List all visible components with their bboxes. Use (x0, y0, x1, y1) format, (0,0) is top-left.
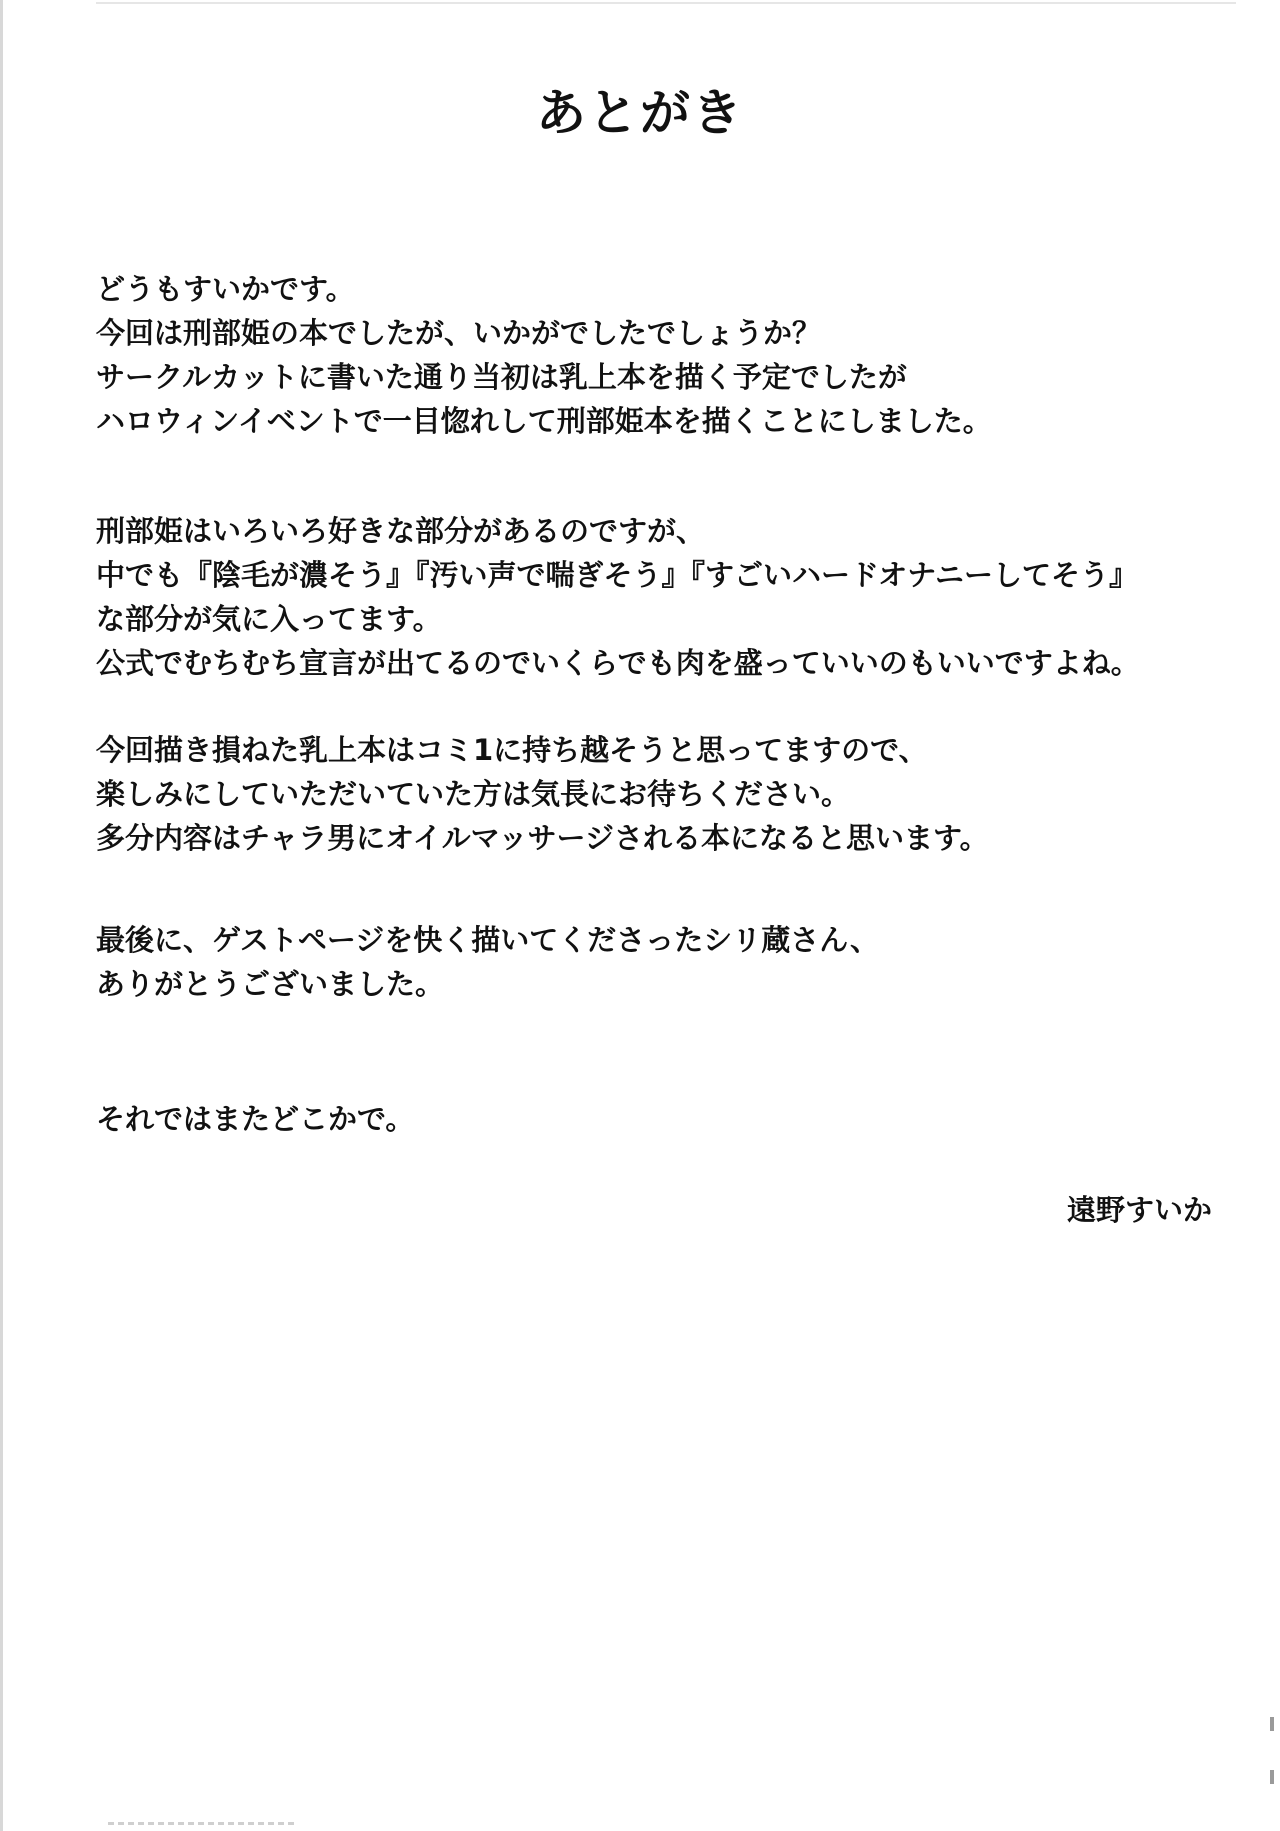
author-signature: 遠野すいか (1066, 1193, 1212, 1227)
text-line: 中でも『陰毛が濃そう』『汚い声で喘ぎそう』『すごいハードオナニーしてそう』 (96, 558, 1138, 592)
text-line: 公式でむちむち宣言が出てるのでいくらでも肉を盛っていいのもいいですよね。 (96, 646, 1140, 680)
text-line: 今回は刑部姫の本でしたが、いかがでしたでしょうか？ (96, 316, 822, 350)
text-line: ハロウィンイベントで一目惚れして刑部姫本を描くことにしました。 (96, 404, 992, 438)
scan-artifact (108, 1822, 298, 1825)
text-line: 刑部姫はいろいろ好きな部分があるのですが、 (96, 514, 706, 548)
text-line: ありがとうございました。 (96, 967, 445, 1001)
scan-artifact (1270, 1770, 1274, 1784)
text-line: 今回描き損ねた乳上本はコミ1に持ち越そうと思ってますので、 (96, 733, 928, 767)
scan-artifact (1270, 1717, 1274, 1731)
text-line: な部分が気に入ってます。 (96, 602, 442, 636)
text-line: 楽しみにしていただいていた方は気長にお待ちください。 (96, 777, 851, 811)
page-left-edge (0, 0, 3, 1831)
text-line: サークルカットに書いた通り当初は乳上本を描く予定でしたが (96, 360, 907, 394)
paragraph-thanks (96, 918, 1226, 1006)
page-title: あとがき (536, 84, 744, 142)
page-top-edge (96, 2, 1236, 4)
paragraph-greeting (96, 267, 1226, 443)
text-line: 多分内容はチャラ男にオイルマッサージされる本になると思います。 (96, 821, 989, 855)
text-line: それではまたどこかで。 (96, 1102, 415, 1136)
text-line: どうもすいかです。 (96, 272, 355, 306)
text-line: 最後に、ゲストページを快く描いてくださったシリ蔵さん、 (96, 923, 880, 957)
paragraph-closing (96, 1097, 1226, 1141)
paragraph-character (96, 509, 1226, 685)
paragraph-next-book (96, 728, 1226, 860)
